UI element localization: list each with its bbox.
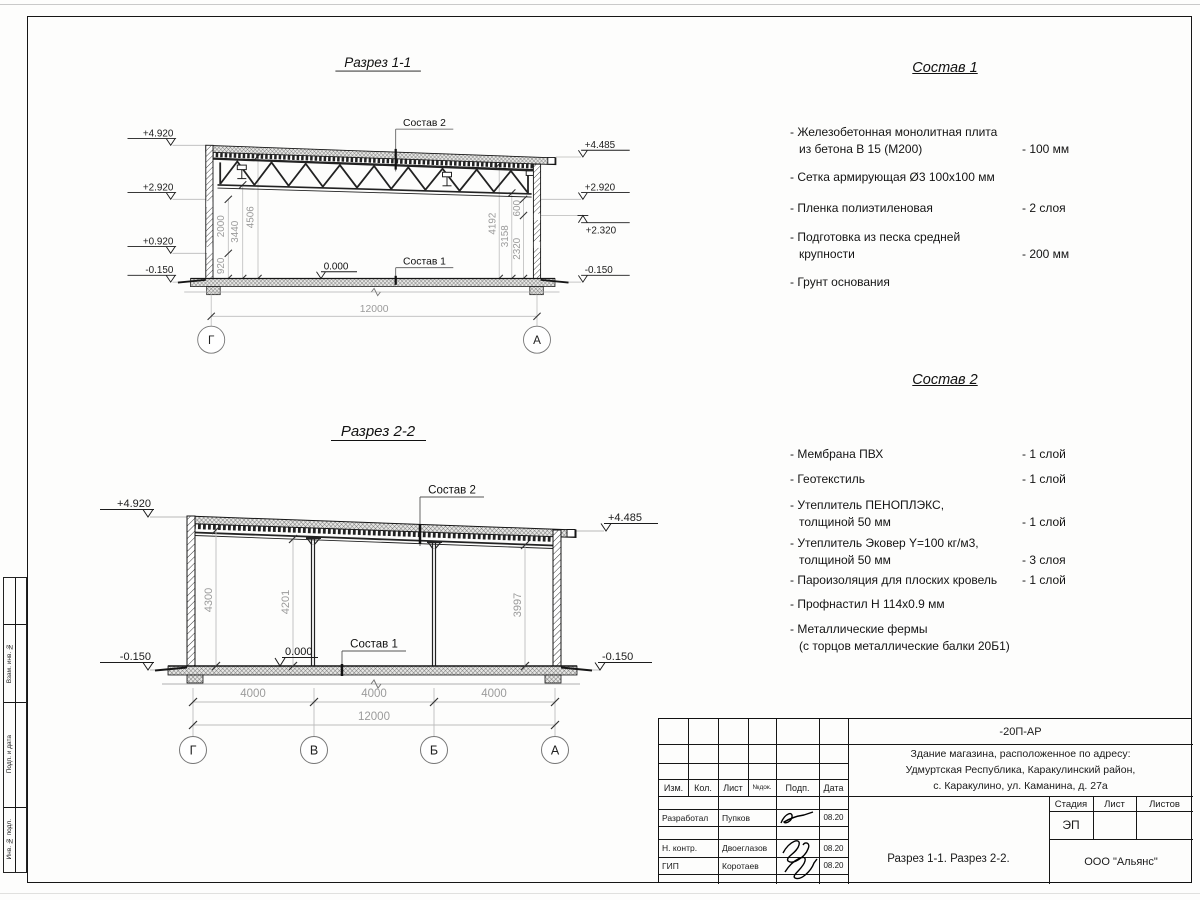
- elevation-mark: [578, 275, 629, 282]
- s1-total-dim: 12000: [359, 303, 389, 315]
- s2-title-text: Разрез 2-2: [340, 423, 416, 440]
- s1-elev-l0: +4.920: [142, 128, 174, 140]
- s2-dim-4201: 4201: [280, 589, 292, 615]
- s2-dim-4000-2: 4000: [361, 688, 387, 700]
- elevation-mark: [100, 510, 154, 518]
- tb-line: [659, 744, 1193, 745]
- s1-bottom-dimension: [208, 295, 541, 327]
- s2-title: [331, 423, 426, 441]
- list-item: - Сетка армирующая Ø3 100х100 мм: [790, 170, 995, 184]
- tb-row-date: 08.20: [823, 843, 844, 853]
- s1-dim-chain-lines: [228, 156, 523, 278]
- s1-axis-bubbles: [198, 326, 551, 353]
- sostav1-list: [790, 124, 1090, 309]
- s1-sostav2-label: Состав 2: [403, 117, 446, 129]
- tb-row-role: Н. контр.: [662, 843, 698, 853]
- s1-axis-letter-g: Г: [208, 334, 215, 348]
- s1-dim-labels: [216, 200, 523, 275]
- s2-building: [155, 516, 592, 688]
- title-block: [658, 718, 1192, 883]
- paper-edge-top: [0, 4, 1200, 5]
- list-item: - Пароизоляция для плоских кровель - 1 слой: [790, 573, 1066, 587]
- tb-header-data: Дата: [823, 782, 844, 793]
- s1-dim-2000: 2000: [215, 215, 227, 238]
- project-address-line3: с. Каракулино, ул. Каманина, д. 27а: [933, 779, 1108, 792]
- s2-roof-end-cap: [567, 530, 575, 538]
- tb-row-name: Двоеглазов: [722, 843, 768, 853]
- s2-dim-4300: 4300: [203, 587, 215, 613]
- tb-header-stage: Стадия: [1054, 798, 1088, 810]
- s1-elev-l3: -0.150: [145, 265, 174, 277]
- signature-razrabotal: [781, 812, 813, 823]
- s1-title-text: Разрез 1-1: [344, 55, 412, 70]
- list-item-value: - 100 мм: [1022, 142, 1070, 156]
- signature-gip: [783, 841, 817, 879]
- tb-row-name: Пупков: [722, 812, 751, 823]
- s1-dim-4506: 4506: [245, 206, 257, 229]
- tb-header-podp: Подп.: [785, 782, 810, 793]
- s1-right-wall: [533, 164, 540, 278]
- left-stamp-strip: [3, 577, 27, 873]
- s1-dim-920: 920: [215, 257, 227, 275]
- s2-bottom-dimensions: [189, 688, 559, 737]
- s1-dim-600: 600: [511, 200, 523, 217]
- side-cell-podp: Подп. и дата: [6, 735, 13, 774]
- company-name: ООО "Альянс": [1084, 855, 1158, 868]
- list-item-value: - 200 мм: [1022, 247, 1070, 261]
- list-item-value: - 2 слоя: [1022, 201, 1066, 215]
- section-1-1-drawing: [80, 40, 670, 400]
- elevation-mark: [595, 663, 652, 671]
- s1-elev-r3: -0.150: [584, 265, 613, 277]
- s1-elevation-labels-left: [143, 128, 174, 276]
- tb-header-list: Лист: [723, 782, 743, 793]
- s1-right-wall-gap: [534, 214, 540, 220]
- stage-value: ЭП: [1062, 818, 1080, 832]
- s1-left-wall-gap: [206, 201, 212, 207]
- s1-dim-3440: 3440: [230, 220, 242, 243]
- s1-elev-r1: +2.920: [584, 182, 616, 194]
- elevation-mark: [601, 524, 658, 532]
- tb-line: [659, 826, 848, 827]
- s1-right-wall-gap: [534, 242, 540, 248]
- s2-dim-3997: 3997: [512, 592, 524, 618]
- tb-line: [659, 763, 848, 764]
- s1-sostav1-label: Состав 1: [403, 256, 446, 268]
- s1-elev-l1: +2.920: [142, 182, 174, 194]
- list-item-value: - 1 слой: [1022, 515, 1066, 529]
- tb-header-sheets: Листов: [1149, 798, 1180, 810]
- list-item: - Грунт основания: [790, 275, 890, 289]
- side-strip-divider: [15, 578, 16, 872]
- list-item: - Утеплитель Эковер Y=100 кг/м3, толщиной 50 мм - 3 слоя: [790, 536, 1066, 567]
- elevation-mark: [128, 247, 177, 254]
- s1-floor-slab: [191, 279, 556, 287]
- s1-title: [335, 55, 421, 71]
- tb-row-date: 08.20: [823, 861, 844, 870]
- s2-axis-bubbles: [180, 737, 569, 764]
- s1-dim-3158: 3158: [500, 225, 512, 248]
- list-item: - Профнастил Н 114х0.9 мм: [790, 597, 945, 611]
- s2-right-wall: [553, 530, 561, 666]
- list-item: - Железобетонная монолитная плита из бетона В 15 (М200) - 100 мм: [790, 125, 1070, 156]
- tb-row-date: 08.20: [823, 813, 844, 822]
- tb-row-role: ГИП: [662, 860, 679, 871]
- s1-elev-l2: +0.920: [142, 236, 174, 248]
- tb-line: [659, 874, 848, 875]
- project-address-line2: Удмуртская Республика, Каракулинский район,: [905, 763, 1136, 776]
- list-item: - Пленка полиэтиленовая - 2 слоя: [790, 201, 1066, 215]
- s2-sostav1-label: Состав 1: [350, 638, 398, 651]
- list-item: - Мембрана ПВХ - 1 слой: [790, 447, 1066, 461]
- side-cell-vzam: Взам. инв. №: [6, 642, 13, 684]
- tb-header-ndok: №док.: [752, 784, 772, 791]
- s1-dim-4192: 4192: [487, 212, 499, 235]
- s2-foundation-left: [187, 675, 203, 683]
- s2-elev-r1: -0.150: [602, 651, 634, 663]
- s2-dim-4000-1: 4000: [240, 688, 266, 700]
- s1-dim-2320: 2320: [511, 237, 523, 260]
- sheet-title: Разрез 1-1. Разрез 2-2.: [887, 853, 1010, 865]
- paper-edge-bottom: [0, 893, 1200, 894]
- list-item-value: - 1 слой: [1022, 472, 1066, 486]
- s2-dim-labels: [203, 588, 524, 617]
- list-item-value: - 3 слоя: [1022, 553, 1066, 567]
- tb-row-role: Разработал: [662, 812, 709, 823]
- s2-axis-letter-g: Г: [189, 743, 197, 758]
- s1-elevation-marks-left: [128, 139, 177, 283]
- s2-axis-letter-b: Б: [429, 743, 439, 758]
- list-item-value: - 1 слой: [1022, 447, 1066, 461]
- s1-elevation-marks-right: [578, 150, 630, 282]
- s2-foundation-right: [545, 675, 561, 683]
- s2-left-wall: [187, 516, 195, 666]
- s2-axis-letter-v: В: [309, 743, 319, 758]
- s2-elev-r0: +4.485: [608, 512, 642, 524]
- elevation-mark: [128, 193, 177, 200]
- s2-elev-l1: -0.150: [119, 651, 151, 663]
- s1-elevation-labels-right: [585, 140, 617, 276]
- s1-foundation-left: [207, 287, 221, 295]
- elevation-mark: [128, 275, 177, 282]
- s2-axis-letter-a: А: [550, 743, 560, 758]
- list-item: - Подготовка из песка средней крупности - 200 мм: [790, 230, 1070, 261]
- signatures: [777, 801, 819, 883]
- s2-total-dim: 12000: [358, 711, 390, 723]
- list-item: - Геотекстиль - 1 слой: [790, 472, 1066, 486]
- s1-roof-end-cap: [548, 157, 555, 164]
- tb-header-kol: Кол.: [694, 782, 712, 793]
- document-code: -20П-АР: [999, 726, 1042, 738]
- sostav2-title: Состав 2: [912, 372, 978, 388]
- s2-sostav2-label: Состав 2: [428, 484, 476, 497]
- s2-zero-mark-label: 0.000: [285, 646, 313, 658]
- s1-building: [178, 145, 569, 295]
- s2-dim-4000-3: 4000: [481, 688, 507, 700]
- elevation-mark: [128, 139, 177, 146]
- elevation-mark-up: [578, 216, 630, 223]
- elevation-mark: [578, 150, 629, 157]
- s1-axis-letter-a: А: [533, 334, 541, 348]
- s2-floor-slab: [168, 666, 577, 675]
- tb-row-name: Коротаев: [722, 860, 759, 871]
- s1-leaders: [317, 118, 454, 285]
- s1-elev-r2: +2.320: [585, 225, 617, 237]
- elevation-mark: [100, 663, 154, 671]
- sostav2-list: [790, 446, 1090, 661]
- section-2-2-drawing: [80, 420, 670, 780]
- list-item-value: - 1 слой: [1022, 573, 1066, 587]
- s1-elev-r0: +4.485: [584, 140, 616, 151]
- s1-left-wall-gap: [206, 247, 212, 253]
- project-address-line1: Здание магазина, расположенное по адресу:: [910, 747, 1131, 760]
- s1-left-wall: [206, 145, 213, 278]
- s1-foundation-right: [530, 287, 544, 295]
- sostav1-title: Состав 1: [912, 60, 978, 76]
- tb-header-izm: Изм.: [663, 782, 684, 793]
- elevation-mark: [578, 193, 629, 200]
- list-item: - Металлические фермы (с торцов металлические балки 20Б1): [790, 622, 1010, 653]
- side-cell-inv: Инв. № подл.: [6, 819, 13, 860]
- s1-zero-mark-label: 0.000: [323, 261, 349, 273]
- tb-header-sheet: Лист: [1104, 798, 1125, 810]
- s1-dim-ticks: [225, 153, 527, 283]
- list-item: - Утеплитель ПЕНОПЛЭКС, толщиной 50 мм - 1 слой: [790, 498, 1066, 529]
- s2-column-b: [427, 542, 442, 666]
- s2-elev-l0: +4.920: [117, 498, 151, 510]
- s2-leaders: [275, 485, 484, 677]
